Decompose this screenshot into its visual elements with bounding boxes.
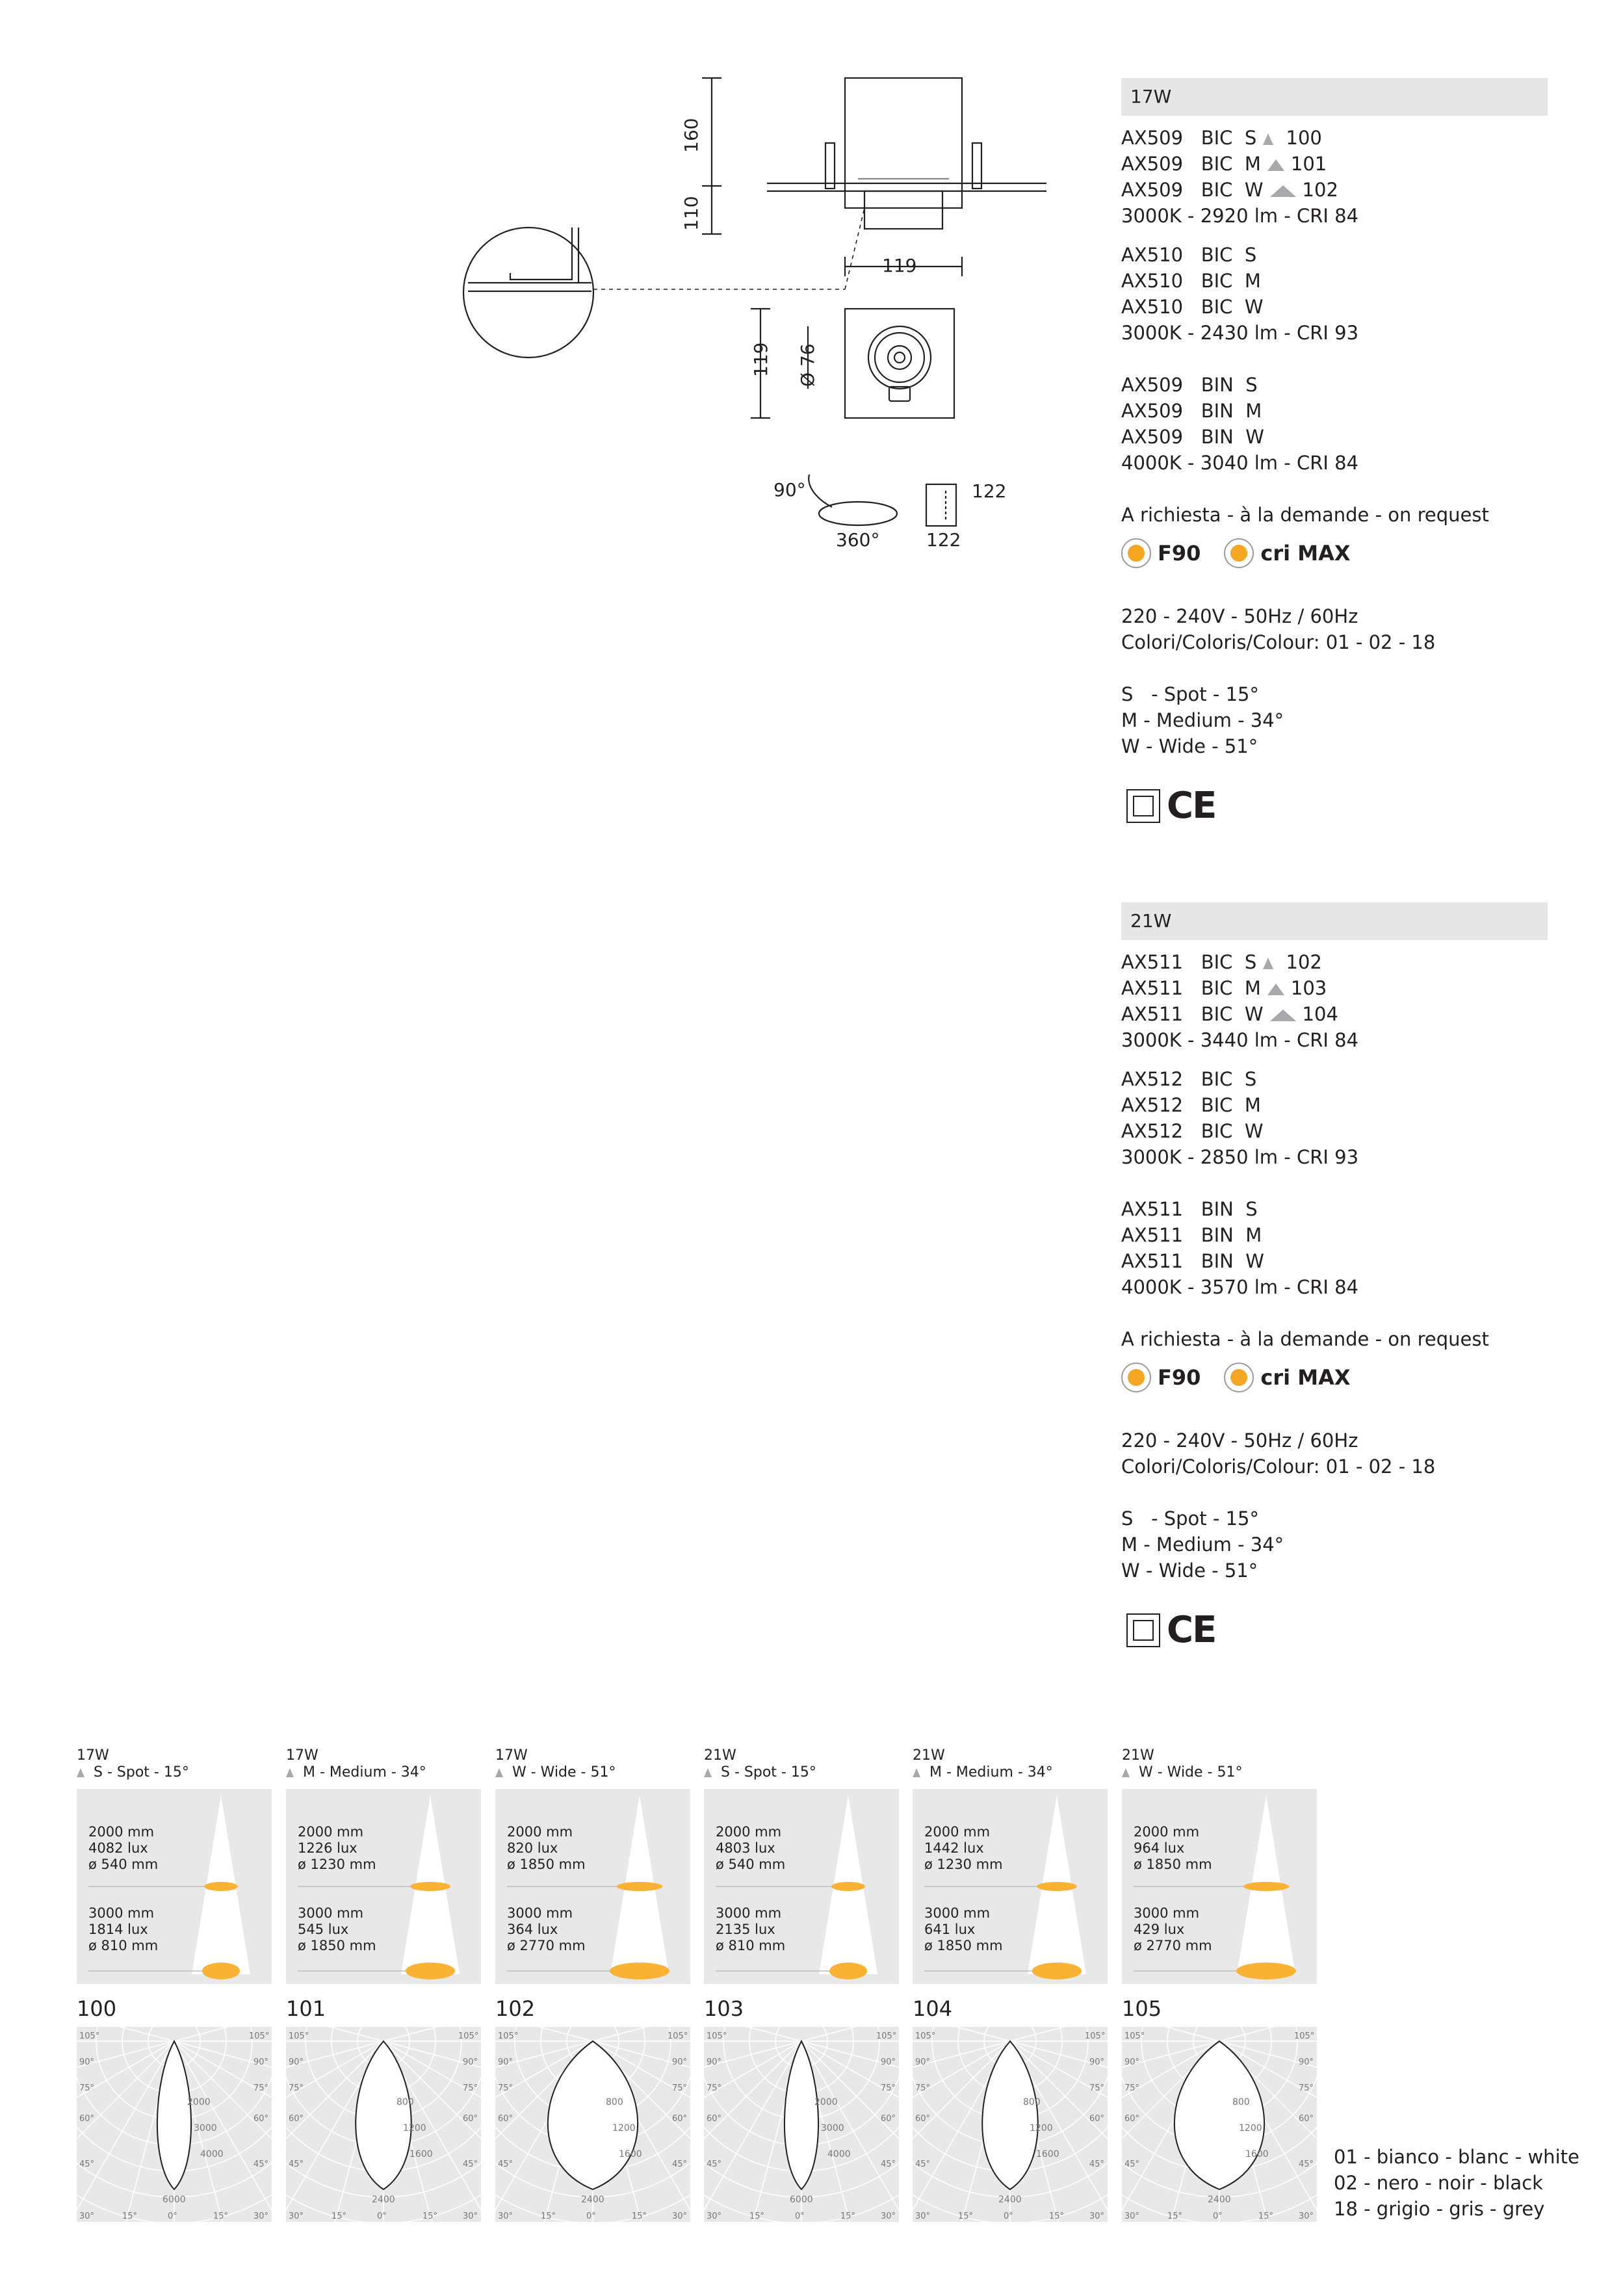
- beam-l2: 641 lux: [924, 1922, 976, 1937]
- angle-105-right: 105°: [249, 2031, 270, 2041]
- options-row: [1121, 538, 1374, 568]
- angle-45-right: 45°: [1089, 2159, 1105, 2169]
- angle-60-right: 60°: [672, 2114, 688, 2124]
- beam-o2: ø 2770 mm: [1134, 1938, 1212, 1953]
- triangle-w-icon: [1270, 1010, 1296, 1021]
- cutout-h: 122: [972, 480, 1007, 502]
- beam-l1: 964 lux: [1134, 1840, 1185, 1856]
- angle-60-left: 60°: [1124, 2114, 1140, 2124]
- angle-0: 0°: [1004, 2211, 1013, 2221]
- beam-l2: 545 lux: [298, 1922, 349, 1937]
- polar-curve: [356, 2041, 411, 2189]
- triangle-m-icon: [1267, 159, 1284, 171]
- beam-l1: 1226 lux: [298, 1840, 357, 1856]
- spec-row: AX512 BIC W: [1121, 1120, 1264, 1142]
- light-spot-2000: [831, 1882, 865, 1891]
- angle-30-right: 30°: [1089, 2211, 1105, 2221]
- beam-o1: ø 1230 mm: [924, 1857, 1003, 1872]
- polar-code: 102: [495, 1996, 536, 2021]
- spec-row: AX512 BIC S: [1121, 1068, 1257, 1090]
- polar-value: 1200: [612, 2123, 636, 2133]
- beam-o2: ø 2770 mm: [507, 1938, 586, 1953]
- beam-watt: 17W: [495, 1747, 528, 1764]
- light-spot-3000: [829, 1963, 867, 1979]
- angle-0: 0°: [168, 2211, 177, 2221]
- triangle-w-icon: [1270, 185, 1296, 197]
- angle-90-left: 90°: [707, 2057, 722, 2067]
- beam-o1: ø 1230 mm: [298, 1857, 376, 1872]
- beam-o1: ø 1850 mm: [1134, 1857, 1212, 1872]
- angle-0: 0°: [586, 2211, 596, 2221]
- triangle-icon: [1122, 1768, 1130, 1777]
- light-spot-3000: [202, 1963, 240, 1979]
- angle-60-left: 60°: [289, 2114, 304, 2124]
- angle-15-left: 15°: [122, 2211, 138, 2221]
- beam-l1: 1442 lux: [924, 1840, 984, 1856]
- beam-d1: 2000 mm: [88, 1824, 155, 1840]
- beam-label: M - Medium - 34°: [913, 1764, 1053, 1781]
- on-request: A richiesta - à la demande - on request: [1121, 1328, 1489, 1350]
- angle-30-left: 30°: [498, 2211, 513, 2221]
- polar-diagram: [495, 2027, 690, 2222]
- angle-105-right: 105°: [1294, 2031, 1315, 2041]
- beam-label: S - Spot - 15°: [704, 1764, 816, 1781]
- polar-code: 105: [1122, 1996, 1162, 2021]
- beam-panel: [495, 1789, 690, 1984]
- angle-90-left: 90°: [1124, 2057, 1140, 2067]
- polar-value: 1600: [1245, 2149, 1269, 2159]
- angle-15-left: 15°: [1167, 2211, 1183, 2221]
- dim-diameter: Ø 76: [797, 343, 818, 387]
- beam-o1: ø 1850 mm: [507, 1857, 586, 1872]
- beam-s: S - Spot - 15°: [1121, 1507, 1259, 1530]
- beam-o1: ø 540 mm: [88, 1857, 159, 1872]
- light-spot-3000: [1032, 1963, 1082, 1979]
- clip-left: [825, 143, 835, 189]
- beam-o2: ø 1850 mm: [924, 1938, 1003, 1953]
- spec-row: AX509 BIN W: [1121, 426, 1264, 448]
- spec-row: AX512 BIC M: [1121, 1094, 1261, 1116]
- voltage: 220 - 240V - 50Hz / 60Hz: [1121, 1429, 1358, 1452]
- polar-value: 1600: [409, 2149, 433, 2159]
- beam-m: M - Medium - 34°: [1121, 709, 1284, 731]
- polar-diagram: [913, 2027, 1108, 2222]
- beam-l1: 4803 lux: [716, 1840, 775, 1856]
- spec-header-21w: 21W: [1121, 902, 1548, 940]
- rotation-label: 360°: [836, 529, 880, 551]
- angle-90-right: 90°: [1299, 2057, 1314, 2067]
- angle-90-right: 90°: [672, 2057, 688, 2067]
- beam-o2: ø 810 mm: [88, 1938, 159, 1953]
- beam-d1: 2000 mm: [1134, 1824, 1200, 1840]
- angle-105-right: 105°: [1085, 2031, 1106, 2041]
- beam-cone: [495, 1789, 690, 1984]
- fixture-body-side: [845, 78, 962, 208]
- beam-panel: [913, 1789, 1108, 1984]
- angle-45-left: 45°: [707, 2159, 722, 2169]
- triangle-s-icon: [1263, 958, 1273, 969]
- beam-panel: [77, 1789, 272, 1984]
- polar-grid: [495, 2027, 690, 2222]
- angle-75-left: 75°: [79, 2083, 95, 2093]
- polar-value: 4000: [827, 2149, 851, 2159]
- spec-row: AX509 BIC M 101: [1121, 153, 1327, 175]
- light-spot-2000: [410, 1882, 450, 1891]
- polar-diagram: [1122, 2027, 1317, 2222]
- beam-w: W - Wide - 51°: [1121, 735, 1258, 757]
- polar-value: 1600: [619, 2149, 642, 2159]
- polar-grid: [1122, 2027, 1317, 2222]
- beam-d1: 2000 mm: [298, 1824, 364, 1840]
- angle-60-left: 60°: [707, 2114, 722, 2124]
- polar-value: 6000: [162, 2195, 186, 2205]
- beam-watt: 17W: [286, 1747, 318, 1764]
- polar-code: 100: [77, 1996, 117, 2021]
- beam-l2: 429 lux: [1134, 1922, 1185, 1937]
- angle-30-left: 30°: [289, 2211, 304, 2221]
- polar-value: 2000: [187, 2097, 211, 2107]
- polar-value: 2400: [581, 2195, 604, 2205]
- option-dot-icon: [1121, 538, 1151, 568]
- angle-45-right: 45°: [253, 2159, 269, 2169]
- light-spot-2000: [204, 1882, 238, 1891]
- technical-drawing: [455, 59, 1092, 579]
- angle-0: 0°: [1213, 2211, 1223, 2221]
- angle-60-right: 60°: [1089, 2114, 1105, 2124]
- options-row: [1121, 1363, 1374, 1392]
- beam-cone: [77, 1789, 272, 1984]
- spec-row: AX511 BIC M 103: [1121, 977, 1327, 999]
- spec-info: 4000K - 3040 lm - CRI 84: [1121, 452, 1359, 474]
- beam-d2: 3000 mm: [924, 1905, 991, 1921]
- beam-d2: 3000 mm: [716, 1905, 782, 1921]
- angle-90-left: 90°: [289, 2057, 304, 2067]
- angle-15-left: 15°: [541, 2211, 556, 2221]
- polar-value: 800: [1023, 2097, 1041, 2107]
- angle-45-left: 45°: [915, 2159, 931, 2169]
- angle-75-left: 75°: [707, 2083, 722, 2093]
- light-spot-2000: [1037, 1882, 1077, 1891]
- beam-s: S - Spot - 15°: [1121, 683, 1259, 705]
- polar-curve: [157, 2041, 191, 2189]
- angle-15-left: 15°: [958, 2211, 974, 2221]
- angle-105-left: 105°: [498, 2031, 519, 2041]
- angle-60-right: 60°: [1299, 2114, 1314, 2124]
- angle-60-left: 60°: [498, 2114, 513, 2124]
- angle-15-right: 15°: [1258, 2211, 1274, 2221]
- polar-value: 2000: [814, 2097, 838, 2107]
- angle-30-right: 30°: [672, 2211, 688, 2221]
- polar-code: 103: [704, 1996, 744, 2021]
- tilt-label: 90°: [773, 479, 806, 501]
- legend-grey: 18 - grigio - gris - grey: [1334, 2198, 1545, 2220]
- on-request: A richiesta - à la demande - on request: [1121, 504, 1489, 526]
- polar-value: 800: [396, 2097, 414, 2107]
- triangle-icon: [704, 1768, 712, 1777]
- class-ii-icon: [1126, 789, 1160, 823]
- angle-15-left: 15°: [749, 2211, 765, 2221]
- angle-15-right: 15°: [422, 2211, 438, 2221]
- beam-cone: [1122, 1789, 1317, 1984]
- beam-label: W - Wide - 51°: [1122, 1764, 1242, 1781]
- polar-diagram: [77, 2027, 272, 2222]
- triangle-m-icon: [1267, 984, 1284, 995]
- beam-panel: [1122, 1789, 1317, 1984]
- angle-30-right: 30°: [253, 2211, 269, 2221]
- beam-d2: 3000 mm: [298, 1905, 364, 1921]
- beam-d1: 2000 mm: [507, 1824, 573, 1840]
- voltage: 220 - 240V - 50Hz / 60Hz: [1121, 605, 1358, 627]
- dim-height-top: 160: [681, 118, 702, 153]
- angle-75-right: 75°: [881, 2083, 896, 2093]
- colours: Colori/Coloris/Colour: 01 - 02 - 18: [1121, 1455, 1436, 1478]
- polar-value: 1200: [1239, 2123, 1262, 2133]
- angle-105-right: 105°: [458, 2031, 479, 2041]
- polar-value: 6000: [790, 2195, 813, 2205]
- angle-60-right: 60°: [463, 2114, 478, 2124]
- angle-90-right: 90°: [463, 2057, 478, 2067]
- triangle-icon: [286, 1768, 294, 1777]
- spec-row: AX510 BIC S: [1121, 244, 1257, 266]
- polar-value: 4000: [200, 2149, 224, 2159]
- polar-curve: [785, 2041, 818, 2189]
- angle-105-left: 105°: [915, 2031, 936, 2041]
- angle-75-right: 75°: [253, 2083, 269, 2093]
- angle-45-right: 45°: [881, 2159, 896, 2169]
- angle-30-left: 30°: [1124, 2211, 1140, 2221]
- beam-label: M - Medium - 34°: [286, 1764, 426, 1781]
- light-spot-2000: [1243, 1882, 1289, 1891]
- class-ii-icon: [1126, 1613, 1160, 1647]
- angle-105-left: 105°: [79, 2031, 100, 2041]
- angle-90-left: 90°: [79, 2057, 95, 2067]
- beam-panel: [286, 1789, 481, 1984]
- spec-info: 3000K - 3440 lm - CRI 84: [1121, 1029, 1359, 1051]
- angle-15-right: 15°: [632, 2211, 647, 2221]
- angle-30-left: 30°: [79, 2211, 95, 2221]
- angle-45-right: 45°: [463, 2159, 478, 2169]
- beam-watt: 21W: [913, 1747, 945, 1764]
- angle-105-left: 105°: [289, 2031, 309, 2041]
- angle-75-left: 75°: [915, 2083, 931, 2093]
- beam-l1: 820 lux: [507, 1840, 558, 1856]
- beam-d2: 3000 mm: [1134, 1905, 1200, 1921]
- light-spot-3000: [610, 1963, 669, 1979]
- angle-30-left: 30°: [915, 2211, 931, 2221]
- angle-90-left: 90°: [915, 2057, 931, 2067]
- beam-l1: 4082 lux: [88, 1840, 148, 1856]
- cert-row: [1126, 1609, 1216, 1651]
- spec-info: 3000K - 2430 lm - CRI 93: [1121, 322, 1359, 344]
- beam-watt: 21W: [704, 1747, 736, 1764]
- badge-f90: F90: [1121, 538, 1201, 568]
- angle-75-left: 75°: [1124, 2083, 1140, 2093]
- angle-45-right: 45°: [1299, 2159, 1314, 2169]
- badge-f90: F90: [1121, 1363, 1201, 1392]
- polar-code: 101: [286, 1996, 326, 2021]
- angle-90-right: 90°: [1089, 2057, 1105, 2067]
- angle-45-right: 45°: [672, 2159, 688, 2169]
- spec-row: AX511 BIN W: [1121, 1250, 1264, 1272]
- polar-value: 800: [606, 2097, 623, 2107]
- polar-code: 104: [913, 1996, 953, 2021]
- option-dot-icon: [1224, 1363, 1254, 1392]
- angle-15-right: 15°: [1049, 2211, 1065, 2221]
- angle-75-left: 75°: [289, 2083, 304, 2093]
- angle-60-right: 60°: [881, 2114, 896, 2124]
- badge-crimax: cri MAX: [1224, 538, 1350, 568]
- detail-circle: [463, 228, 593, 358]
- angle-75-right: 75°: [463, 2083, 478, 2093]
- polar-value: 1200: [1030, 2123, 1053, 2133]
- angle-30-left: 30°: [707, 2211, 722, 2221]
- beam-label: W - Wide - 51°: [495, 1764, 616, 1781]
- beam-cone: [913, 1789, 1108, 1984]
- triangle-icon: [913, 1768, 920, 1777]
- dim-width-front: 119: [750, 342, 772, 377]
- polar-value: 800: [1232, 2097, 1250, 2107]
- spec-row: AX511 BIC S 102: [1121, 951, 1322, 973]
- beam-l2: 1814 lux: [88, 1922, 148, 1937]
- spec-row: AX510 BIC M: [1121, 270, 1261, 292]
- angle-75-right: 75°: [1089, 2083, 1105, 2093]
- angle-30-right: 30°: [463, 2211, 478, 2221]
- spec-row: AX509 BIC W 102: [1121, 179, 1338, 201]
- spec-row: AX509 BIC S 100: [1121, 127, 1322, 149]
- polar-grid: [77, 2027, 272, 2222]
- angle-90-right: 90°: [881, 2057, 896, 2067]
- angle-0: 0°: [377, 2211, 387, 2221]
- beam-o2: ø 1850 mm: [298, 1938, 376, 1953]
- beam-cone: [286, 1789, 481, 1984]
- beam-label: S - Spot - 15°: [77, 1764, 189, 1781]
- polar-value: 2400: [998, 2195, 1022, 2205]
- cert-row: [1126, 785, 1216, 827]
- beam-watt: 21W: [1122, 1747, 1154, 1764]
- angle-75-right: 75°: [1299, 2083, 1314, 2093]
- dim-height-bottom: 110: [681, 196, 702, 231]
- angle-30-right: 30°: [881, 2211, 896, 2221]
- dim-width-side: 119: [882, 255, 917, 276]
- beam-d2: 3000 mm: [88, 1905, 155, 1921]
- polar-value: 2400: [1208, 2195, 1231, 2205]
- triangle-s-icon: [1263, 133, 1273, 145]
- angle-15-right: 15°: [213, 2211, 229, 2221]
- beam-l2: 364 lux: [507, 1922, 558, 1937]
- beam-watt: 17W: [77, 1747, 109, 1764]
- polar-grid: [286, 2027, 481, 2222]
- angle-15-right: 15°: [840, 2211, 856, 2221]
- angle-60-left: 60°: [915, 2114, 931, 2124]
- clip-right: [972, 143, 981, 189]
- light-spot-3000: [406, 1963, 455, 1979]
- spec-row: AX511 BIC W 104: [1121, 1003, 1338, 1025]
- beam-l2: 2135 lux: [716, 1922, 775, 1937]
- beam-o2: ø 810 mm: [716, 1938, 786, 1953]
- angle-90-right: 90°: [253, 2057, 269, 2067]
- spec-row: AX511 BIN S: [1121, 1198, 1258, 1220]
- legend-white: 01 - bianco - blanc - white: [1334, 2146, 1579, 2168]
- polar-grid: [704, 2027, 899, 2222]
- polar-curve: [982, 2041, 1038, 2189]
- spec-row: AX509 BIN M: [1121, 400, 1262, 422]
- spec-row: AX510 BIC W: [1121, 296, 1264, 318]
- angle-105-right: 105°: [876, 2031, 897, 2041]
- angle-45-left: 45°: [1124, 2159, 1140, 2169]
- colours: Colori/Coloris/Colour: 01 - 02 - 18: [1121, 631, 1436, 653]
- polar-value: 3000: [821, 2123, 844, 2133]
- beam-panel: [704, 1789, 899, 1984]
- spec-info: 3000K - 2850 lm - CRI 93: [1121, 1146, 1359, 1168]
- polar-value: 1200: [403, 2123, 426, 2133]
- polar-diagram: [704, 2027, 899, 2222]
- beam-d1: 2000 mm: [716, 1824, 782, 1840]
- angle-60-left: 60°: [79, 2114, 95, 2124]
- angle-30-right: 30°: [1299, 2211, 1314, 2221]
- angle-45-left: 45°: [498, 2159, 513, 2169]
- angle-45-left: 45°: [289, 2159, 304, 2169]
- beam-w: W - Wide - 51°: [1121, 1559, 1258, 1582]
- triangle-icon: [495, 1768, 503, 1777]
- polar-value: 2400: [372, 2195, 395, 2205]
- angle-45-left: 45°: [79, 2159, 95, 2169]
- legend-black: 02 - nero - noir - black: [1334, 2172, 1543, 2194]
- lens-housing: [864, 191, 942, 229]
- angle-75-left: 75°: [498, 2083, 513, 2093]
- beam-d2: 3000 mm: [507, 1905, 573, 1921]
- spec-header-17w: 17W: [1121, 78, 1548, 116]
- beam-o1: ø 540 mm: [716, 1857, 786, 1872]
- angle-75-right: 75°: [672, 2083, 688, 2093]
- spec-info: 3000K - 2920 lm - CRI 84: [1121, 205, 1359, 227]
- spec-row: AX509 BIN S: [1121, 374, 1258, 396]
- polar-value: 1600: [1036, 2149, 1059, 2159]
- light-spot-3000: [1236, 1963, 1296, 1979]
- spec-row: AX511 BIN M: [1121, 1224, 1262, 1246]
- angle-105-right: 105°: [668, 2031, 688, 2041]
- angle-0: 0°: [795, 2211, 805, 2221]
- badge-crimax: cri MAX: [1224, 1363, 1350, 1392]
- angle-90-left: 90°: [498, 2057, 513, 2067]
- polar-diagram: [286, 2027, 481, 2222]
- beam-d1: 2000 mm: [924, 1824, 991, 1840]
- triangle-icon: [77, 1768, 84, 1777]
- angle-105-left: 105°: [707, 2031, 727, 2041]
- polar-grid: [913, 2027, 1108, 2222]
- polar-value: 3000: [194, 2123, 217, 2133]
- ce-mark: CE: [1167, 1609, 1216, 1651]
- beam-cone: [704, 1789, 899, 1984]
- angle-15-left: 15°: [331, 2211, 347, 2221]
- option-dot-icon: [1121, 1363, 1151, 1392]
- option-dot-icon: [1224, 538, 1254, 568]
- angle-105-left: 105°: [1124, 2031, 1145, 2041]
- beam-m: M - Medium - 34°: [1121, 1533, 1284, 1556]
- angle-60-right: 60°: [253, 2114, 269, 2124]
- light-spot-2000: [617, 1882, 662, 1891]
- cutout-w: 122: [926, 529, 961, 551]
- spec-info: 4000K - 3570 lm - CRI 84: [1121, 1276, 1359, 1298]
- ce-mark: CE: [1167, 785, 1216, 827]
